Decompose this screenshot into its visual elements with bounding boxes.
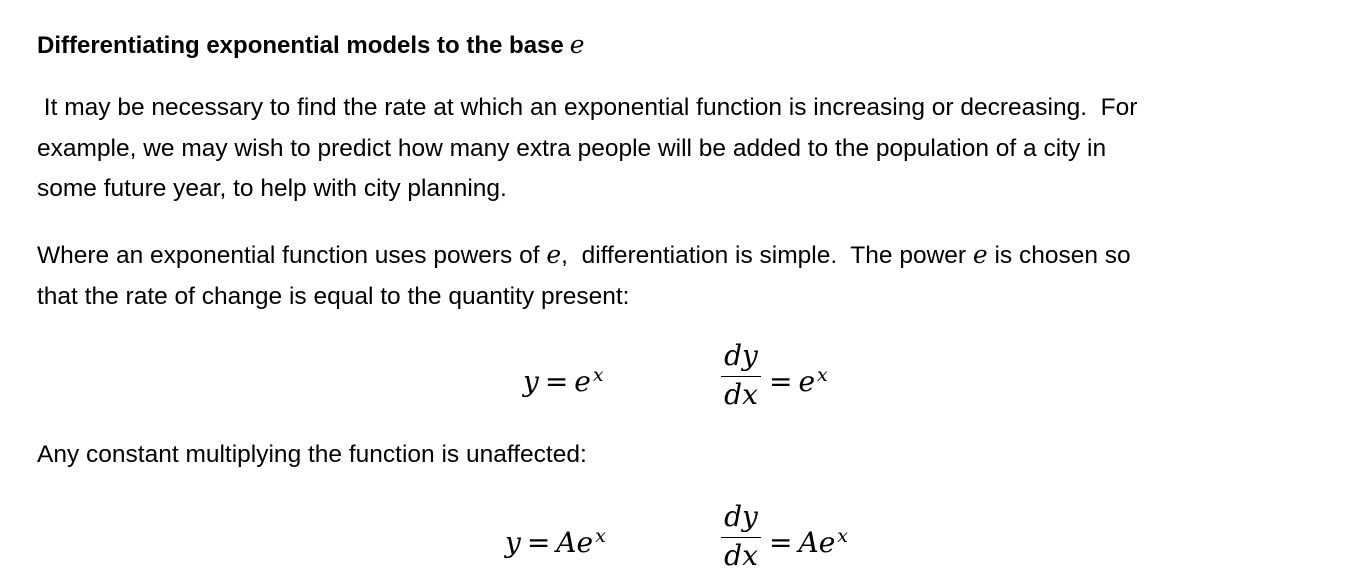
eq2-equals: = bbox=[526, 526, 551, 559]
intro-line-3: some future year, to help with city planning. bbox=[37, 175, 507, 202]
constant-paragraph bbox=[37, 435, 587, 476]
section-heading bbox=[37, 28, 585, 63]
explanation-paragraph bbox=[37, 235, 1131, 317]
eq1-numerator: dy bbox=[724, 339, 758, 372]
equation-1-derivative-fraction bbox=[721, 339, 761, 411]
eq1-denominator: dx bbox=[724, 378, 758, 411]
heading-text: Differentiating exponential models to the base bbox=[37, 32, 564, 59]
explanation-text-a: Where an exponential function uses powers of bbox=[37, 242, 547, 269]
eq1-var-y: y bbox=[523, 365, 539, 398]
explanation-text-b: , differentiation is simple. The power bbox=[561, 242, 973, 269]
equation-1-rhs bbox=[769, 366, 828, 396]
eq1-base: e bbox=[574, 365, 591, 398]
equation-2-rhs bbox=[769, 527, 848, 557]
eq2-rhs-equals: = bbox=[769, 526, 793, 559]
eq2-rhs-base: Ae bbox=[798, 526, 836, 559]
equation-1-lhs bbox=[523, 366, 604, 396]
intro-line-1: It may be necessary to find the rate at which an exponential function is increasing or decreasing. For bbox=[37, 94, 1138, 121]
eq1-fraction-bar bbox=[721, 376, 761, 377]
intro-line-2: example, we may wish to predict how many extra people will be added to the population of a city in bbox=[37, 134, 1107, 162]
eq2-exponent: x bbox=[595, 525, 606, 547]
eq2-base: Ae bbox=[556, 526, 594, 559]
eq2-var-y: y bbox=[505, 526, 521, 559]
heading-symbol-e: e bbox=[569, 30, 585, 59]
eq1-exponent: x bbox=[592, 364, 604, 386]
intro-paragraph bbox=[37, 88, 1137, 210]
eq1-rhs-equals: = bbox=[769, 365, 793, 398]
symbol-e-1: e bbox=[546, 240, 562, 269]
eq1-rhs-base: e bbox=[798, 365, 816, 398]
symbol-e-2: e bbox=[972, 240, 988, 269]
explanation-line-1 bbox=[37, 235, 1131, 277]
eq2-numerator: dy bbox=[724, 500, 758, 533]
equation-2-lhs bbox=[505, 527, 606, 557]
eq1-rhs-exponent: x bbox=[817, 364, 828, 386]
constant-line: Any constant multiplying the function is unaffected: bbox=[37, 441, 587, 468]
equation-2-derivative-fraction bbox=[721, 500, 761, 572]
explanation-line-2: that the rate of change is equal to the quantity present: bbox=[37, 282, 630, 310]
eq2-fraction-bar bbox=[721, 537, 761, 538]
explanation-text-c: is chosen so bbox=[987, 242, 1131, 269]
eq2-rhs-exponent: x bbox=[837, 525, 848, 547]
eq2-denominator: dx bbox=[724, 539, 758, 572]
eq1-equals: = bbox=[544, 365, 569, 398]
